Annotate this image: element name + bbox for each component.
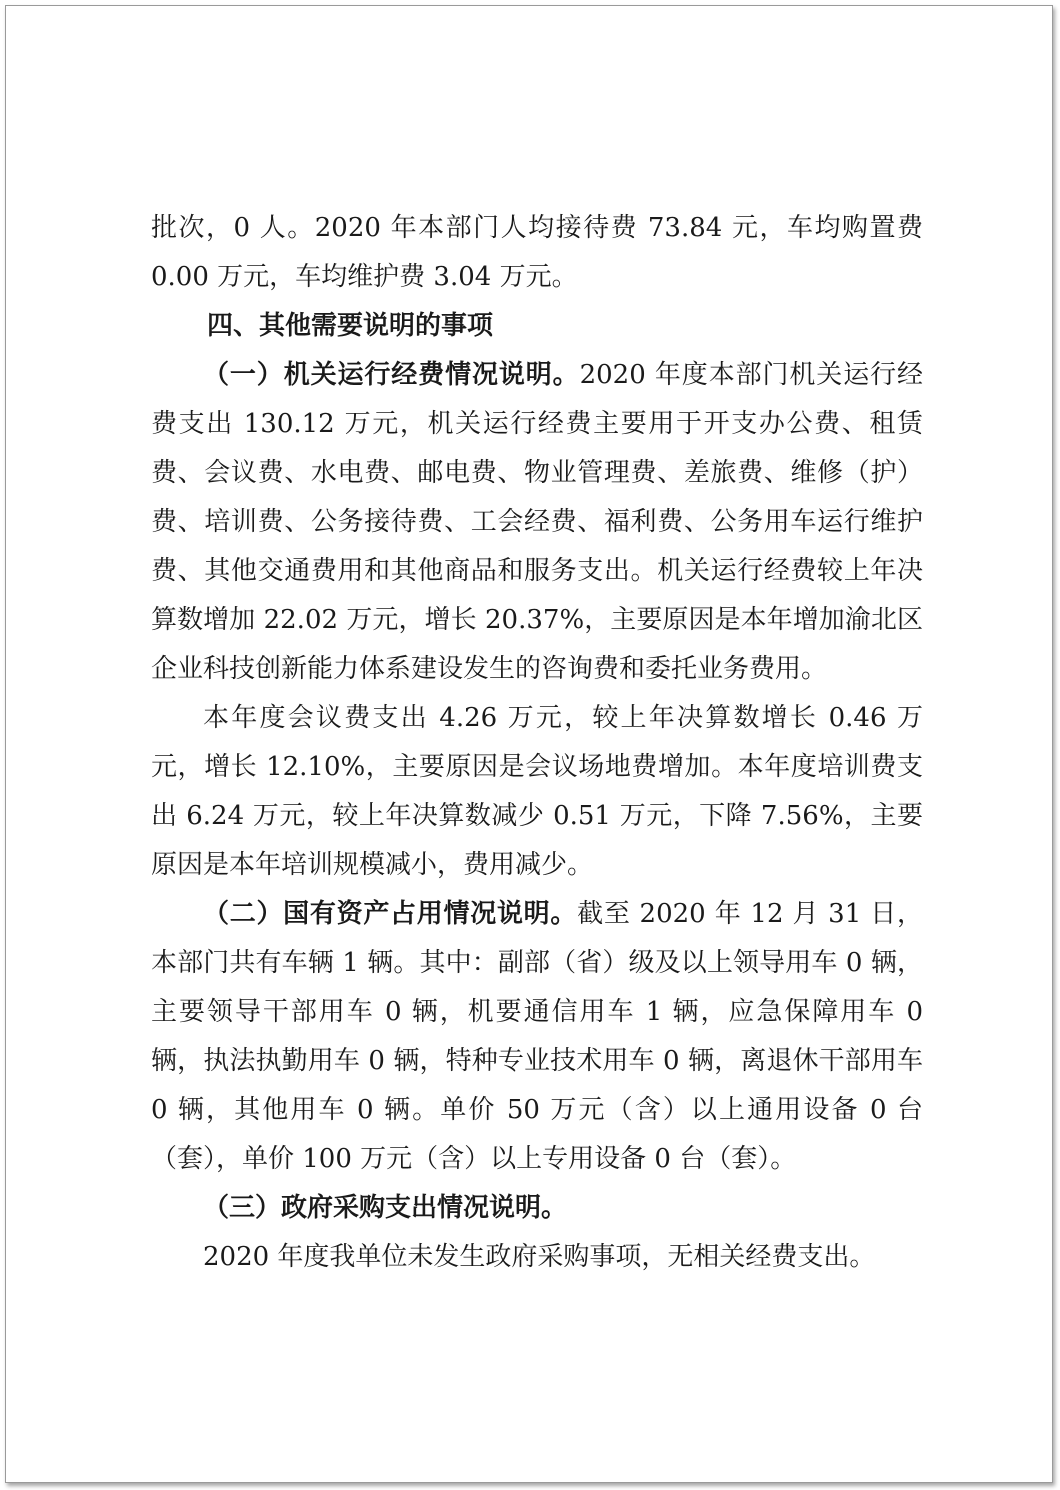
paragraph-procurement <box>151 1233 923 1282</box>
paragraph-text: 2020 年度本部门机关运行经费支出 130.12 万元，机关运行经费主要用于开支办公费、租赁费、会议费、水电费、邮电费、物业管理费、差旅费、维修（护）费、培训费、公务接待费、工会经费、福利费、公务用车运行维护费、其他交通费用和其他商品和服务支出。机关运行经费较上年决算数增加 22.02 万元，增长 20.37%，主要原因是本年增加渝北区企业科技创新能力体系建设发生的咨询费和委托业务费用。 <box>151 360 923 684</box>
paragraph-text: 2020 年度我单位未发生政府采购事项，无相关经费支出。 <box>203 1242 876 1272</box>
paragraph-reception-costs <box>151 204 923 302</box>
paragraph-state-assets <box>151 890 923 1184</box>
paragraph-operating-expenses <box>151 351 923 694</box>
document-page <box>5 5 1053 1483</box>
paragraph-text: 批次，0 人。2020 年本部门人均接待费 73.84 元，车均购置费 0.00 万元，车均维护费 3.04 万元。 <box>151 213 923 292</box>
paragraph-meeting-training-costs <box>151 694 923 890</box>
paragraph-text: 本年度会议费支出 4.26 万元，较上年决算数增长 0.46 万元，增长 12.10%，主要原因是会议场地费增加。本年度培训费支出 6.24 万元，较上年决算数减少 0.51 万元，下降 7.56%，主要原因是本年培训规模减小，费用减少。 <box>151 703 923 880</box>
document-body <box>151 204 923 1282</box>
subheading-operating-expenses: （一）机关运行经费情况说明。 <box>203 360 580 390</box>
paragraph-text: 截至 2020 年 12 月 31 日，本部门共有车辆 1 辆。其中：副部（省）级及以上领导用车 0 辆，主要领导干部用车 0 辆，机要通信用车 1 辆，应急保障用车 0 辆，执法执勤用车 0 辆，特种专业技术用车 0 辆，离退休干部用车 0 辆，其他用车 0 辆。单价 50 万元（含）以上通用设备 0 台（套），单价 100 万元（含）以上专用设备 0 台（套）。 <box>151 899 923 1174</box>
subheading-state-assets: （二）国有资产占用情况说明。 <box>203 899 578 929</box>
section-heading-other-matters: 四、其他需要说明的事项 <box>207 311 494 341</box>
paragraph-procurement-heading <box>151 1184 923 1233</box>
subheading-government-procurement: （三）政府采购支出情况说明。 <box>203 1193 568 1223</box>
